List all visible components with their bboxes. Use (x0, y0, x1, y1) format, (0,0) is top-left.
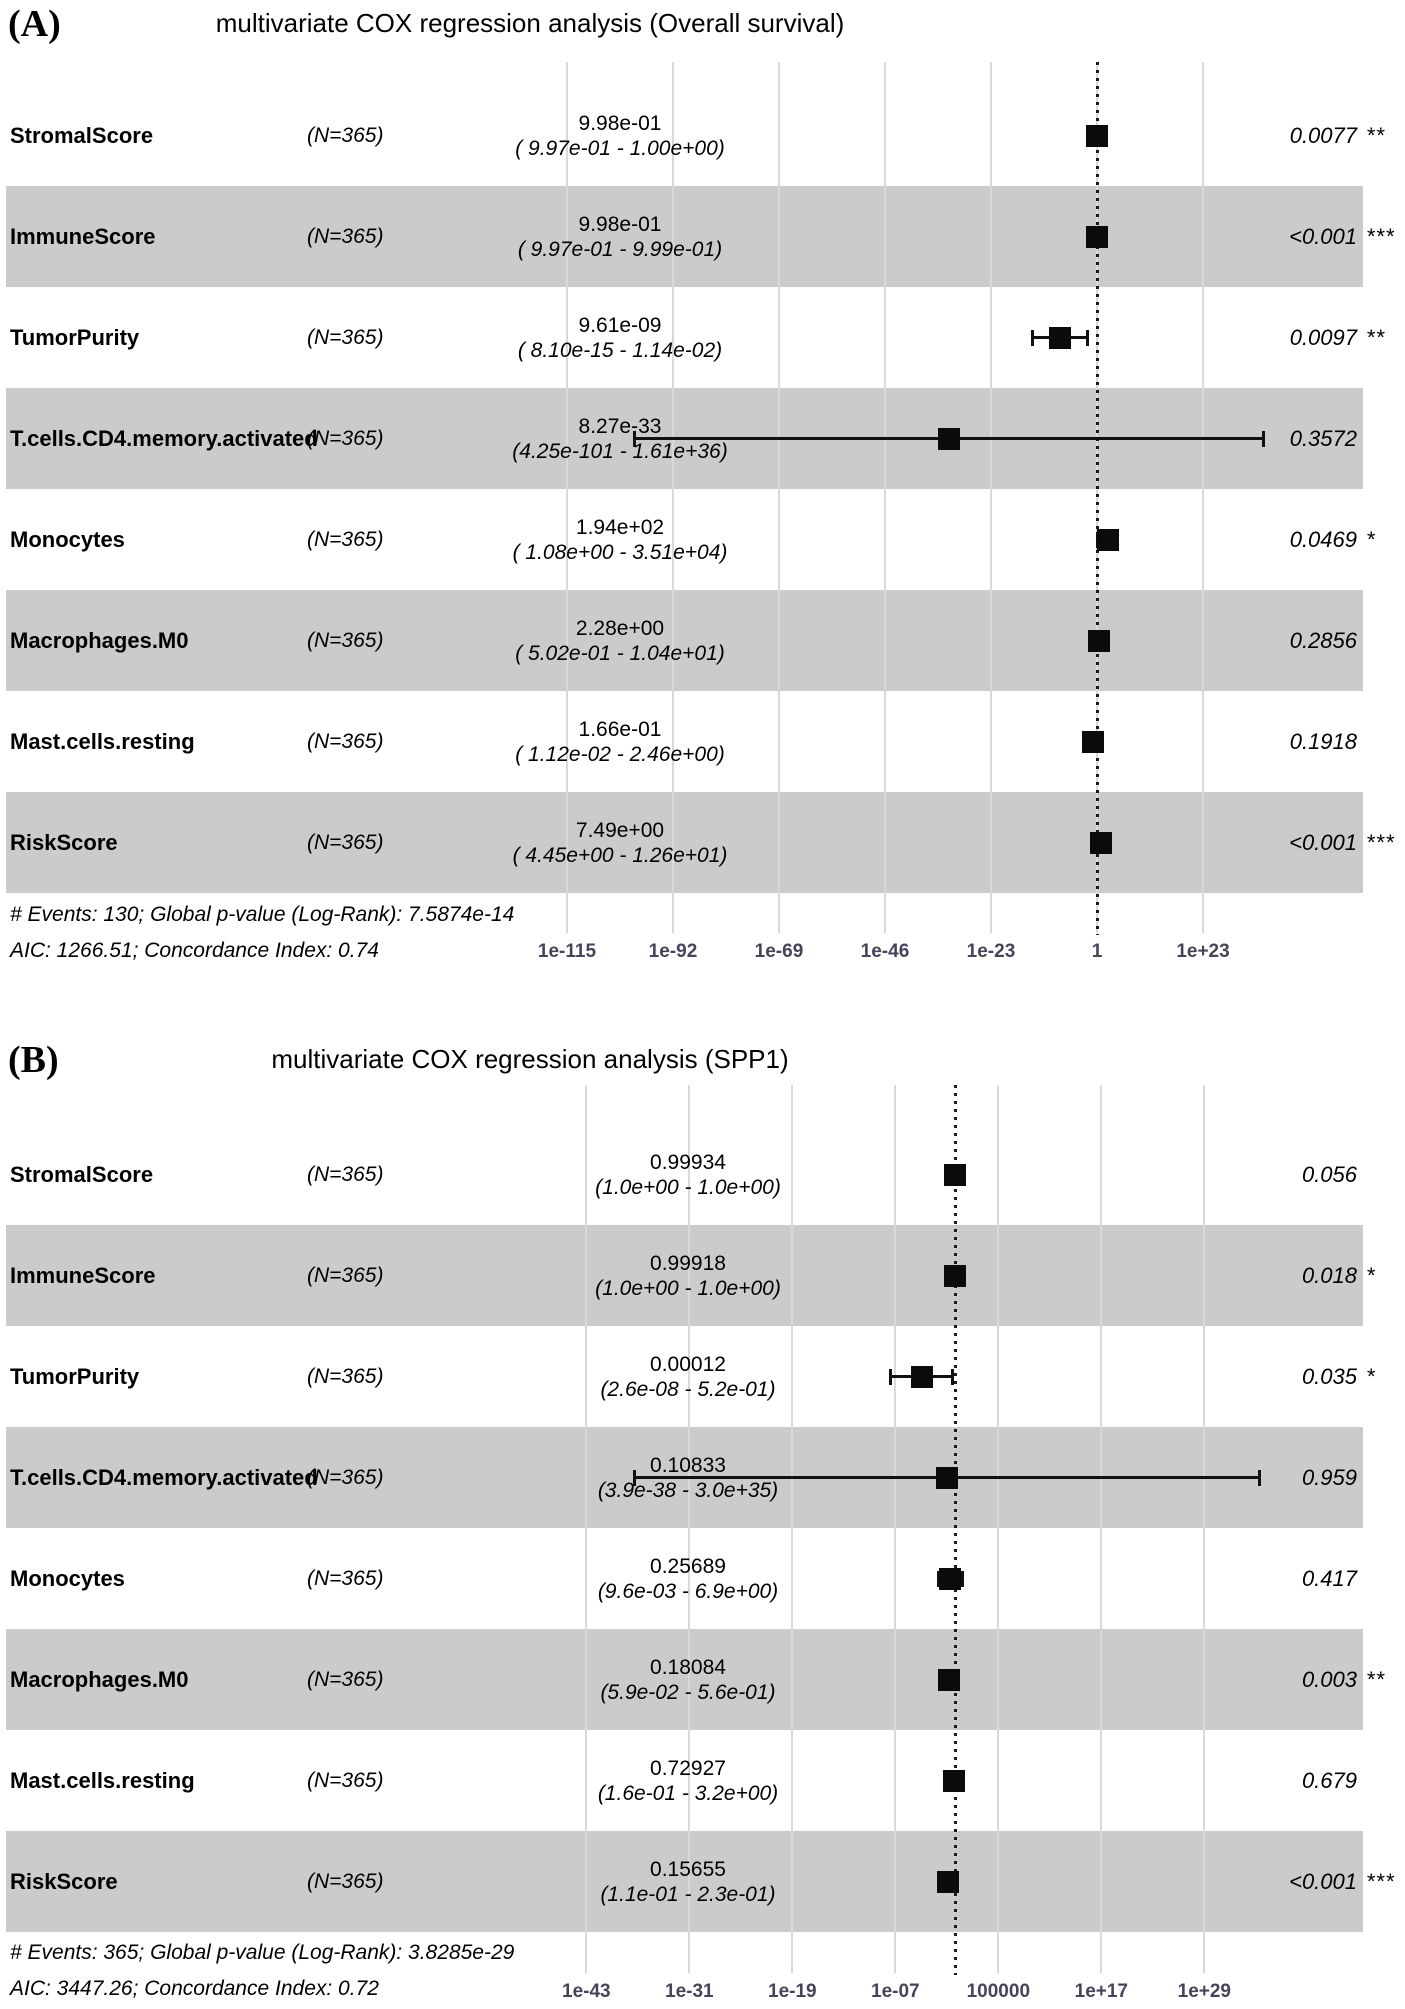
axis-gridline (1100, 1085, 1102, 1973)
confidence-interval: (1.1e-01 - 2.3e-01) (600, 1882, 776, 1906)
row-label: RiskScore (10, 829, 118, 855)
confidence-interval: ( 8.10e-15 - 1.14e-02) (517, 338, 723, 362)
axis-gridline (990, 62, 992, 933)
p-value: <0.001 (1289, 829, 1357, 855)
estimate-value: 8.27e-33 (578, 414, 662, 438)
significance-stars: * (1366, 1363, 1376, 1389)
p-value: 0.3572 (1289, 425, 1357, 451)
confidence-interval: ( 1.08e+00 - 3.51e+04) (512, 540, 728, 564)
sample-size: (N=365) (307, 123, 384, 147)
p-value-cell (1100, 830, 1400, 859)
p-value: 0.0469 (1289, 526, 1357, 552)
axis-gridline (1203, 1085, 1205, 1973)
sample-size: (N=365) (307, 1768, 384, 1792)
confidence-interval: ( 5.02e-01 - 1.04e+01) (515, 641, 725, 665)
p-value-cell (1100, 426, 1400, 455)
axis-gridline (884, 62, 886, 933)
significance-stars: * (1366, 526, 1376, 552)
estimate-value: 0.10833 (650, 1453, 726, 1477)
ci-cap-left (1031, 330, 1034, 346)
estimate-block (450, 414, 790, 464)
p-value-cell (1100, 1364, 1400, 1393)
p-value: 0.056 (1301, 1161, 1357, 1187)
estimate-block (518, 1453, 858, 1503)
estimate-block (450, 616, 790, 666)
confidence-interval: (3.9e-38 - 3.0e+35) (597, 1478, 779, 1502)
confidence-interval: (1.0e+00 - 1.0e+00) (595, 1175, 781, 1199)
p-value-cell (1100, 325, 1400, 354)
estimate-value: 9.61e-09 (578, 313, 662, 337)
significance-stars: ** (1366, 1666, 1386, 1692)
axis-tick-label: 1e-115 (537, 941, 597, 962)
forest-marker (911, 1366, 933, 1388)
row-label: T.cells.CD4.memory.activated (10, 1464, 318, 1490)
confidence-interval: (1.6e-01 - 3.2e+00) (597, 1781, 779, 1805)
estimate-block (450, 313, 790, 363)
axis-gridline (566, 62, 568, 933)
significance-stars: *** (1366, 829, 1395, 855)
confidence-interval: ( 9.97e-01 - 9.99e-01) (517, 237, 723, 261)
axis-tick-label: 1e-43 (562, 1981, 611, 2002)
p-value: 0.003 (1301, 1666, 1357, 1692)
reference-null-line (1096, 62, 1099, 935)
significance-stars: * (1366, 1262, 1376, 1288)
events-footnote: # Events: 130; Global p-value (Log-Rank): 7.5874e-14 (10, 903, 515, 926)
estimate-value: 0.72927 (650, 1756, 726, 1780)
confidence-interval: ( 4.45e+00 - 1.26e+01) (512, 843, 728, 867)
estimate-block (518, 1150, 858, 1200)
estimate-value: 0.99934 (650, 1150, 726, 1174)
estimate-value: 0.25689 (650, 1554, 726, 1578)
axis-gridline (585, 1085, 587, 1973)
p-value: 0.959 (1301, 1464, 1357, 1490)
axis-gridline (672, 62, 674, 933)
ci-cap-left (889, 1369, 892, 1385)
confidence-interval: (5.9e-02 - 5.6e-01) (600, 1680, 776, 1704)
p-value-cell (1100, 1869, 1400, 1898)
forest-marker (938, 428, 960, 450)
p-value-cell (1100, 1162, 1400, 1191)
estimate-block (450, 717, 790, 767)
axis-tick-label: 1e+17 (1074, 1981, 1128, 2002)
axis-gridline (997, 1085, 999, 1973)
sample-size: (N=365) (307, 830, 384, 854)
axis-tick-label: 1e+29 (1177, 1981, 1231, 2002)
estimate-block (450, 818, 790, 868)
reference-null-line (954, 1085, 957, 1975)
forest-marker (944, 1164, 966, 1186)
p-value-cell (1100, 1667, 1400, 1696)
axis-tick-label: 1e-46 (860, 941, 910, 962)
row-label: Mast.cells.resting (10, 1767, 195, 1793)
forest-marker (944, 1265, 966, 1287)
row-label: RiskScore (10, 1868, 118, 1894)
estimate-block (518, 1352, 858, 1402)
estimate-value: 2.28e+00 (575, 616, 665, 640)
p-value-cell (1100, 1566, 1400, 1595)
sample-size: (N=365) (307, 1465, 384, 1489)
confidence-interval: (9.6e-03 - 6.9e+00) (597, 1579, 779, 1603)
forest-marker (1049, 327, 1071, 349)
aic-footnote: AIC: 1266.51; Concordance Index: 0.74 (10, 939, 379, 962)
sample-size: (N=365) (307, 1364, 384, 1388)
axis-gridline (791, 1085, 793, 1973)
confidence-interval: (2.6e-08 - 5.2e-01) (600, 1377, 776, 1401)
axis-gridline (778, 62, 780, 933)
row-label: Macrophages.M0 (10, 627, 189, 653)
ci-cap-right (951, 1369, 954, 1385)
p-value-cell (1100, 527, 1400, 556)
estimate-block (450, 515, 790, 565)
p-value: 0.0097 (1289, 324, 1357, 350)
estimate-block (518, 1554, 858, 1604)
ci-cap-right (1086, 330, 1089, 346)
estimate-value: 0.15655 (650, 1857, 726, 1881)
estimate-value: 0.00012 (650, 1352, 726, 1376)
estimate-block (450, 111, 790, 161)
sample-size: (N=365) (307, 224, 384, 248)
sample-size: (N=365) (307, 325, 384, 349)
panel-title: multivariate COX regression analysis (SPP1) (271, 1044, 789, 1074)
axis-tick-label: 1e-07 (871, 1981, 920, 2002)
aic-footnote: AIC: 3447.26; Concordance Index: 0.72 (10, 1977, 379, 2000)
axis-gridline (688, 1085, 690, 1973)
sample-size: (N=365) (307, 1566, 384, 1590)
row-label: StromalScore (10, 122, 154, 148)
forest-marker (938, 1669, 960, 1691)
p-value: 0.679 (1301, 1767, 1357, 1793)
estimate-block (518, 1251, 858, 1301)
sample-size: (N=365) (307, 729, 384, 753)
forest-marker (943, 1770, 965, 1792)
axis-gridline (1202, 62, 1204, 933)
sample-size: (N=365) (307, 426, 384, 450)
row-label: StromalScore (10, 1161, 154, 1187)
axis-tick-label: 1 (1091, 941, 1103, 962)
estimate-value: 1.66e-01 (578, 717, 662, 741)
estimate-block (518, 1756, 858, 1806)
p-value: 0.035 (1301, 1363, 1357, 1389)
sample-size: (N=365) (307, 628, 384, 652)
row-label: TumorPurity (10, 324, 140, 350)
events-footnote: # Events: 365; Global p-value (Log-Rank): 3.8285e-29 (10, 1941, 515, 1964)
sample-size: (N=365) (307, 1667, 384, 1691)
sample-size: (N=365) (307, 1162, 384, 1186)
p-value-cell (1100, 1465, 1400, 1494)
p-value: 0.0077 (1289, 122, 1357, 148)
axis-tick-label: 1e-31 (665, 1981, 714, 2002)
estimate-block (450, 212, 790, 262)
p-value: <0.001 (1289, 223, 1357, 249)
p-value-cell (1100, 729, 1400, 758)
estimate-block (518, 1857, 858, 1907)
p-value: <0.001 (1289, 1868, 1357, 1894)
p-value-cell (1100, 224, 1400, 253)
row-label: Monocytes (10, 1565, 125, 1591)
significance-stars: *** (1366, 223, 1395, 249)
row-label: Macrophages.M0 (10, 1666, 189, 1692)
sample-size: (N=365) (307, 1869, 384, 1893)
significance-stars: *** (1366, 1868, 1395, 1894)
row-label: Mast.cells.resting (10, 728, 195, 754)
estimate-value: 9.98e-01 (578, 212, 662, 236)
estimate-value: 0.18084 (650, 1655, 726, 1679)
panel-letter: (B) (8, 1039, 59, 1081)
estimate-value: 1.94e+02 (575, 515, 665, 539)
sample-size: (N=365) (307, 527, 384, 551)
axis-tick-label: 1e-23 (966, 941, 1016, 962)
row-label: ImmuneScore (10, 1262, 156, 1288)
axis-tick-label: 1e-19 (768, 1981, 817, 2002)
axis-gridline (894, 1085, 896, 1973)
p-value-cell (1100, 628, 1400, 657)
p-value: 0.018 (1301, 1262, 1357, 1288)
axis-tick-label: 100000 (966, 1981, 1031, 2002)
p-value-cell (1100, 123, 1400, 152)
panel-title: multivariate COX regression analysis (Overall survival) (215, 8, 845, 38)
row-label: T.cells.CD4.memory.activated (10, 425, 318, 451)
significance-stars: ** (1366, 324, 1386, 350)
p-value-cell (1100, 1768, 1400, 1797)
panel-letter: (A) (8, 3, 61, 45)
p-value: 0.2856 (1289, 627, 1357, 653)
confidence-interval: (1.0e+00 - 1.0e+00) (595, 1276, 781, 1300)
axis-tick-label: 1e-92 (648, 941, 698, 962)
significance-stars: ** (1366, 122, 1386, 148)
confidence-interval: (4.25e-101 - 1.61e+36) (512, 439, 728, 463)
axis-tick-label: 1e-69 (754, 941, 804, 962)
forest-marker (939, 1568, 961, 1590)
estimate-value: 9.98e-01 (578, 111, 662, 135)
confidence-interval: ( 9.97e-01 - 1.00e+00) (515, 136, 725, 160)
forest-marker (937, 1871, 959, 1893)
row-label: Monocytes (10, 526, 125, 552)
row-label: ImmuneScore (10, 223, 156, 249)
sample-size: (N=365) (307, 1263, 384, 1287)
p-value: 0.417 (1301, 1565, 1357, 1591)
estimate-block (518, 1655, 858, 1705)
confidence-interval: ( 1.12e-02 - 2.46e+00) (515, 742, 725, 766)
row-label: TumorPurity (10, 1363, 140, 1389)
estimate-value: 7.49e+00 (575, 818, 665, 842)
forest-marker (936, 1467, 958, 1489)
axis-tick-label: 1e+23 (1176, 941, 1230, 962)
p-value-cell (1100, 1263, 1400, 1292)
estimate-value: 0.99918 (650, 1251, 726, 1275)
p-value: 0.1918 (1289, 728, 1357, 754)
